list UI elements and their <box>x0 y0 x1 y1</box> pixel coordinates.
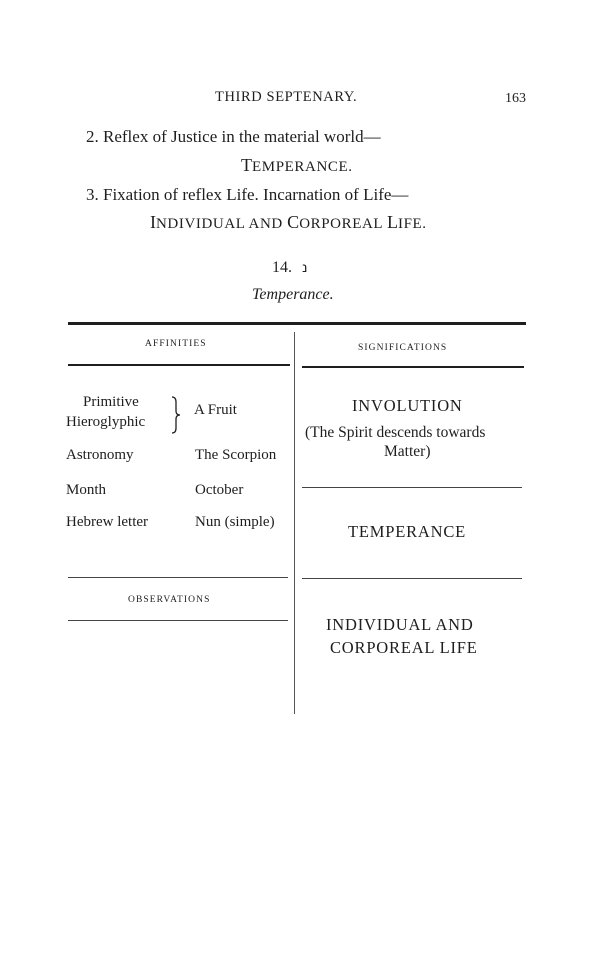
significations-header: SIGNIFICATIONS <box>358 343 448 353</box>
result-rest: ORPOREAL <box>299 216 387 232</box>
affinity-label-month: Month <box>66 482 107 498</box>
list-item-3-text: Fixation of reflex Life. Incarnation of Life— <box>103 185 409 204</box>
table-top-rule <box>68 322 526 325</box>
list-item-2-result <box>241 155 353 176</box>
page-number: 163 <box>505 91 526 106</box>
arcanum-name: Temperance. <box>252 286 334 303</box>
affinities-header-rule <box>68 364 290 366</box>
affinity-value-scorpion: The Scorpion <box>195 447 277 463</box>
signification-individual: INDIVIDUAL AND <box>326 615 474 634</box>
running-head: THIRD SEPTENARY. <box>215 89 358 105</box>
signification-rule-2 <box>302 578 522 579</box>
result-cap: L <box>386 212 398 232</box>
list-item-3 <box>86 185 408 205</box>
signification-involution-note-2: Matter) <box>384 443 431 460</box>
arcanum-number: 14. <box>272 259 292 276</box>
brace-icon <box>170 396 182 434</box>
result-cap: I <box>150 212 156 232</box>
signification-corporeal-life: CORPOREAL LIFE <box>330 638 478 657</box>
list-item-2-text: Reflex of Justice in the material world— <box>103 127 381 146</box>
signification-temperance: TEMPERANCE <box>348 522 467 541</box>
signification-rule-1 <box>302 487 522 488</box>
significations-header-rule <box>302 366 524 368</box>
affinity-label-hieroglyphic: Hieroglyphic <box>66 414 146 430</box>
result-rest: IFE. <box>397 216 427 232</box>
affinity-label-hebrew-letter: Hebrew letter <box>66 514 149 530</box>
observations-header-rule <box>68 620 288 621</box>
signification-involution-note-1: (The Spirit descends towards <box>305 424 486 441</box>
affinity-label-astronomy: Astronomy <box>66 447 134 463</box>
affinities-header: AFFINITIES <box>145 339 207 349</box>
affinities-bottom-rule <box>68 577 288 578</box>
signification-involution: INVOLUTION <box>352 396 463 415</box>
affinity-value-october: October <box>195 482 244 498</box>
affinity-value-fruit: A Fruit <box>194 402 237 418</box>
result-cap: T <box>241 155 252 175</box>
list-item-2-number: 2. <box>86 127 99 146</box>
result-rest: EMPERANCE. <box>252 159 353 175</box>
affinity-value-nun: Nun (simple) <box>195 514 275 530</box>
result-rest: NDIVIDUAL AND <box>156 216 288 232</box>
list-item-2 <box>86 127 381 147</box>
result-cap: C <box>287 212 300 232</box>
arcanum-heading <box>272 259 308 277</box>
observations-header: OBSERVATIONS <box>128 595 211 605</box>
list-item-3-number: 3. <box>86 185 99 204</box>
affinity-label-primitive: Primitive <box>83 394 139 410</box>
list-item-3-result <box>150 212 427 233</box>
table-column-divider <box>294 332 295 714</box>
arcanum-hebrew-letter: נ <box>302 260 308 276</box>
